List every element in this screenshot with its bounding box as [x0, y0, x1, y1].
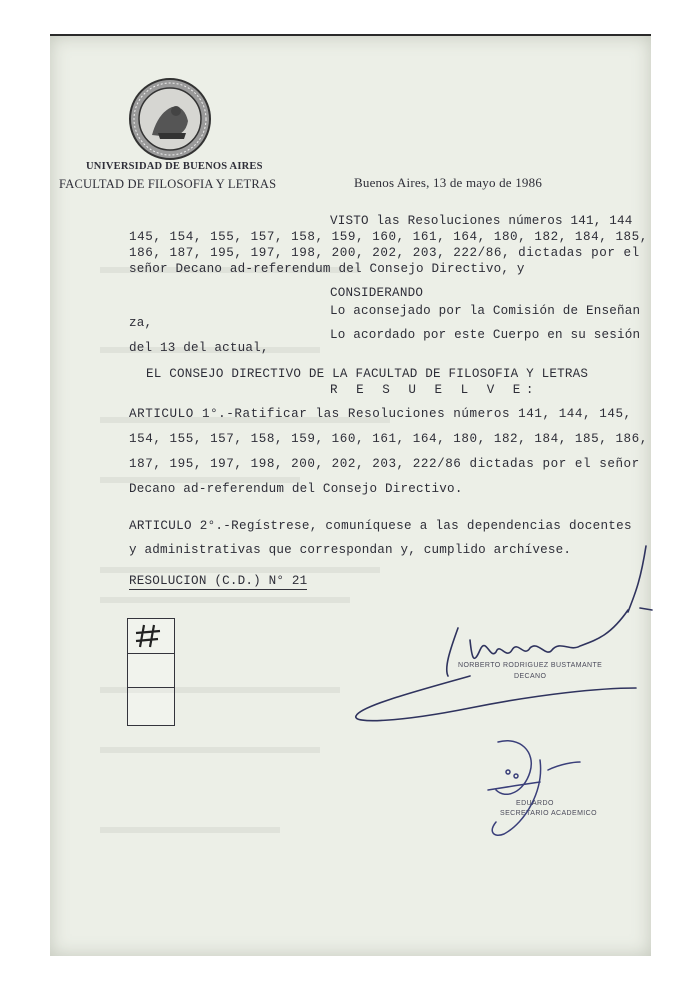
dean-stamp-name: NORBERTO RODRIGUEZ BUSTAMANTE — [458, 662, 603, 669]
articulo-1-line-1: ARTICULO 1°.-Ratificar las Resoluciones números 141, 144, 145, — [129, 407, 632, 421]
articulo-1-line-2: 154, 155, 157, 158, 159, 160, 161, 164, 180, 182, 184, 185, 186, — [129, 432, 648, 446]
document-date: Buenos Aires, 13 de mayo de 1986 — [354, 175, 543, 190]
second-stamp-line-1: EDUARDO — [516, 800, 554, 807]
articulo-2-line-2: y administrativas que correspondan y, cumplido archívese. — [129, 543, 572, 557]
articulo-2-line-1: ARTICULO 2°.-Regístrese, comuníquese a las dependencias docentes — [129, 519, 632, 533]
secretary-signature-icon — [488, 741, 580, 836]
visto-line-2: 145, 154, 155, 157, 158, 159, 160, 161, 164, 180, 182, 184, 185, — [129, 230, 648, 244]
considerando-line-3: del 13 del actual, — [129, 341, 269, 355]
consejo-line: EL CONSEJO DIRECTIVO DE LA FACULTAD DE FILOSOFIA Y LETRAS — [146, 367, 589, 381]
faculty-name: FACULTAD DE FILOSOFIA Y LETRAS — [59, 177, 277, 191]
articulo-1-line-3: 187, 195, 197, 198, 200, 202, 203, 222/86 dictadas por el señor — [129, 457, 640, 471]
dean-signature-icon — [356, 546, 652, 721]
articulo-1-line-4: Decano ad-referendum del Consejo Directivo. — [129, 482, 463, 496]
considerando-line-1: Lo aconsejado por la Comisión de Enseñan — [330, 304, 641, 318]
resuelve-heading: R E S U E L V E: — [330, 383, 539, 397]
resolution-number: RESOLUCION (C.D.) N° 21 — [129, 574, 308, 588]
considerando-line-2b: Lo acordado por este Cuerpo en su sesión — [330, 328, 641, 342]
second-stamp-line-2: SECRETARIO ACADEMICO — [500, 810, 597, 817]
university-name: UNIVERSIDAD DE BUENOS AIRES — [86, 161, 263, 172]
visto-line-1: VISTO las Resoluciones números 141, 144 — [330, 214, 633, 228]
dean-stamp-title: DECANO — [514, 673, 547, 680]
considerando-line-2a: za, — [129, 316, 153, 330]
considerando-heading: CONSIDERANDO — [330, 286, 424, 300]
visto-line-3: 186, 187, 195, 197, 198, 200, 202, 203, 222/86, dictadas por el — [129, 246, 640, 260]
visto-line-4: señor Decano ad-referendum del Consejo Directivo, y — [129, 262, 525, 276]
